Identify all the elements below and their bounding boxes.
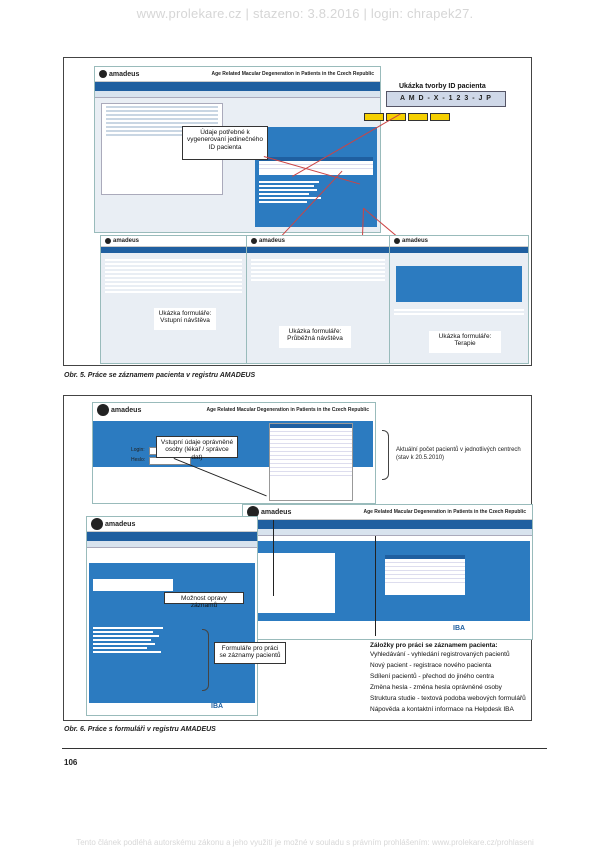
watermark-bottom: Tento článek podléhá autorskému zákonu a jeho využití je možné v souladu s právním prohlášením: www.prolekare.cz/prohlaseni	[76, 838, 534, 847]
page-rule	[62, 748, 547, 749]
iba-logo-search: IBA	[453, 625, 466, 632]
id-example-box	[386, 91, 506, 107]
callout-followup-form: Ukázka formuláře: Průběžná návštěva	[279, 326, 351, 348]
list-item: Struktura studie - textová podoba webových formulářů	[370, 695, 526, 702]
fig5-followup-screenshot: amadeus	[246, 235, 390, 364]
id-example-title: Ukázka tvorby ID pacienta	[399, 83, 486, 90]
centres-table	[269, 423, 353, 501]
callout-therapy-form: Ukázka formuláře: Terapie	[429, 331, 501, 353]
amadeus-logo-icon	[105, 238, 111, 244]
centres-note: Aktuální počet pacientů v jednotlivých centrech (stav k 20.5.2010)	[396, 447, 521, 461]
amadeus-logo-icon	[97, 404, 109, 416]
fig5-therapy-screenshot: amadeus	[389, 235, 529, 364]
fig6-app-title: Age Related Macular Degeneration in Patients in the Czech Republic	[206, 407, 369, 413]
fig6-logo: amadeus	[93, 404, 141, 416]
callout-forms: Formuláře pro práci se záznamy pacientů	[214, 642, 286, 664]
figure-5	[63, 57, 532, 366]
watermark-top: www.prolekare.cz | stazeno: 3.8.2016 | login: chrapek27.	[136, 6, 474, 21]
list-item: Nápověda a kontaktní informace na Helpdesk IBA	[370, 706, 514, 713]
fig6-forms-screenshot: amadeus IBA	[86, 516, 258, 716]
fig5-logo: amadeus	[95, 70, 139, 78]
list-item: Sdílení pacientů - přechod do jiného centra	[370, 673, 494, 680]
list-item: Vyhledávání - vyhledání registrovaných pacientů	[370, 651, 510, 658]
figure-6	[63, 395, 532, 721]
login-label: Login:	[131, 447, 145, 453]
amadeus-logo-icon	[91, 518, 103, 530]
fig6-search-screenshot: amadeus Age Related Macular Degeneration in Patients in the Czech Republic IBA	[242, 504, 533, 640]
iba-logo-forms: IBA	[211, 703, 224, 710]
fig5-entry-screenshot: amadeus	[100, 235, 247, 364]
callout-edit: Možnost opravy záznamů	[164, 592, 244, 604]
id-parts	[364, 113, 450, 121]
password-label: Heslo:	[131, 457, 146, 463]
amadeus-logo-icon	[251, 238, 257, 244]
callout-entry-form: Ukázka formuláře: Vstupní návštěva	[154, 308, 216, 330]
amadeus-logo-icon	[394, 238, 400, 244]
page-number: 106	[64, 758, 78, 767]
tabs-heading: Záložky pro práci se záznamem pacienta:	[370, 642, 498, 649]
id-example-code: A M D - X - 1 2 3 - J P	[400, 95, 492, 102]
tabs-description	[370, 642, 528, 715]
callout-new-patient: Údaje potřebné k vygenerovaní jedinečného ID pacienta	[182, 126, 268, 160]
figure-5-caption: Obr. 5. Práce se záznamem pacienta v registru AMADEUS	[64, 372, 256, 379]
list-item: Nový pacient - registrace nového pacienta	[370, 662, 492, 669]
figure-6-caption: Obr. 6. Práce s formuláři v registru AMADEUS	[64, 726, 216, 733]
fig5-app-title: Age Related Macular Degeneration in Patients in the Czech Republic	[211, 71, 374, 77]
list-item: Změna hesla - změna hesla oprávněné osoby	[370, 684, 502, 691]
amadeus-logo-icon	[99, 70, 107, 78]
callout-login: Vstupní údaje oprávněné osoby (lékař / správce dat)	[156, 436, 238, 458]
